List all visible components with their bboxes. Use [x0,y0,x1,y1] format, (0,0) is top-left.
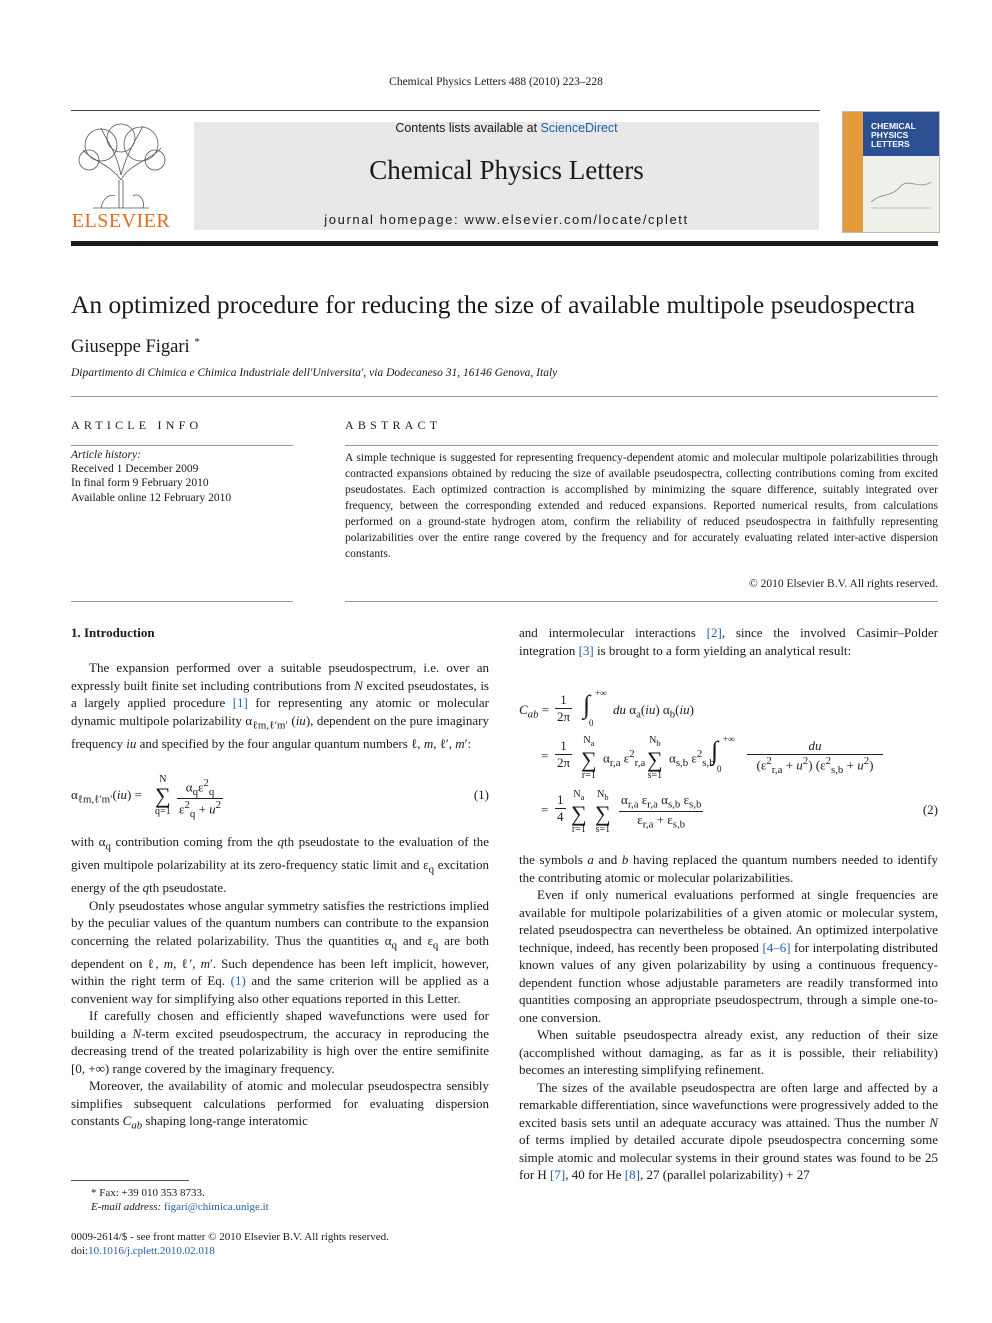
cover-strip [843,112,863,232]
intro-paragraph-1: The expansion performed over a suitable pseudospectrum, i.e. over an expressly built finite set including contributions from N excited pseudostates, is a largely applied procedure [1] for representing any atomic or molecular dynamic multipole polarizability $\alpha_{\ell m,\ell'm'}$ (iu), dependent on the pure imaginary frequency iu and specified by the four angular quantum numbers ℓ, m, ℓ′, m′: [71,660,489,751]
abstract-bottom-rule [345,601,938,602]
intro-paragraph-right-2: the symbols a and b having replaced the quantum numbers needed to identify the contributing atomic or molecular polarizabilities. Even if only numerical evaluations performed at single frequencies are available for multipole polarizabilities of a given atomic or molecular system, related pseudospectra can nevertheless be obtained. An optimized interpolative technique, indeed, has recently been proposed [4–6] for interpolating distributed known values of any given polarizability by using a continuous frequency-dependent function whose adjustable parameters are readily transformed into quantities composing an appropriate pseudospectrum, through a simple one-to-one conversion. When suitable pseudospectra already exist, any reduction of their size (accomplished without damaging, as far as it is possible, their reliability) becomes an interesting simplifying refinement. The sizes of the available pseudospectra are often large and affected by a remarkable differentiation, since wavefunctions were progressively added to the excited basis sets until an adequate accuracy was attained. Thus the number N of terms implied by detailed accurate dipole pseudospectra concerning some simple atomic and molecular systems in their ground states was found to be 25 for H [7], 40 for He [8], 27 (parallel polarizability) + 27 [519,852,938,1182]
footnote: * Fax: +39 010 353 8733. E-mail address: figari@chimica.unige.it [91,1187,269,1213]
elsevier-wordmark: ELSEVIER [71,210,171,232]
received-date: Received 1 December 2009 [71,463,199,476]
intro-paragraph-2: with $\alpha_q$ contribution coming from the qth pseudostate to the evaluation of the given multipole polarizability at its zero-frequency static limit and $\varepsilon_q$ excitation energy of the qth pseudostate. Only pseudostates whose angular symmetry satisfies the restrictions implied by the peculiar values of the quantum numbers can contribute to the expansion concerning the related polarizability. Thus the quantities $\alpha_q$ and $\varepsilon_q$ are both dependent on ℓ, m, ℓ′, m′. Such dependence has been left implicit, however, within the right term of Eq. (1) and the same criterion will be applied as a convenient way for simplifying also other equations reported in this Letter. If carefully chosen and efficiently shaped wavefunctions were used for building a N-term excited pseudospectrum, the accuracy in reproducing the decreasing trend of the treated polarizability is high over the entire semifinite [0, +∞) range covered by the imaginary frequency. Moreover, the availability of atomic and molecular pseudospectra sensibly simplifies subsequent calculations performed for evaluating dispersion constants $C_{ab}$ shaping long-range interatomic [71,834,490,1132]
abstract-copyright: © 2010 Elsevier B.V. All rights reserved. [749,578,938,590]
contents-line [194,121,819,135]
author-name[interactable]: Giuseppe Figari [71,337,190,358]
contents-prefix: Contents lists available at [395,121,541,135]
info-rule [71,445,293,446]
final-form-date: In final form 9 February 2010 [71,477,209,490]
author [71,336,200,358]
section-heading-introduction: 1. Introduction [71,625,155,640]
equation-2: $C_{ab}$ = $\frac{1}{2\pi}$ ∫ +∞ 0 du $\alpha_a(iu)$ $\alpha_b(iu)$ = $\frac{1}{2\pi}$ $N_a$ ∑ r=1 $\alpha_{r,a}$ $\varepsilon^2_{r,a}$ $N_b$ ∑ s=1 $\alpha_{s,b}$ $\varepsilon^2_{s,b}$ ∫ +∞ 0 $\frac{du}{(\varepsilon^2_{r,a} + u^2) (\varepsilon^2_{s,b} + u^2)}$ = $\frac{1}{4}$ $N_a$ ∑ r=1 $N_b$ ∑ s=1 $\frac{\alpha_{r,a} \varepsilon_{r,a} \alpha_{s,b} \varepsilon_{s,b}}{\varepsilon_{r,a} + \varepsilon_{s,b}}$ (2) [519,688,938,835]
doi-link[interactable]: 10.1016/j.cplett.2010.02.018 [88,1245,215,1257]
info-top-rule [71,396,938,397]
equation-2-number: (2) [922,802,938,817]
abstract-text: A simple technique is suggested for representing frequency-dependent atomic and molecular multipole polarizabilities through contracted expansions obtained by reducing the size of available pseudospectra, collecting contributions coming from excited pseudostates. Each optimized contraction is accomplished by minimizing the square difference, suitably integrated over frequency, between the corresponding extended and reduced expansions. Reported numerical results, from calculations performed on a ground-state hydrogen atom, confirm the reliability of reduced pseudospectra in faithfully representing polarizabilities over the entire range covered by the frequency and for accurately evaluating related inter-active dispersion constants. [345,452,938,560]
ref-2[interactable]: [2] [706,625,722,640]
affiliation: Dipartimento di Chimica e Chimica Industriale dell'Universita', via Dodecaneso 31, 16146 Genova, Italy [71,367,558,379]
footnote-fax: Fax: +39 010 353 8733. [99,1187,205,1199]
ref-3[interactable]: [3] [578,642,594,658]
eq-ref-1[interactable]: (1) [230,973,246,989]
sciencedirect-link[interactable]: ScienceDirect [540,121,618,135]
footnote-rule [71,1180,189,1181]
journal-cover [842,111,940,233]
journal-homepage [194,212,819,227]
abstract-rule [345,445,938,446]
ref-8[interactable]: [8] [624,1167,640,1182]
doi-label: doi: [71,1245,89,1257]
journal-title: Chemical Physics Letters [369,155,644,185]
cover-graphic [869,172,933,212]
issn-text: 0009-2614/$ - see front matter © 2010 Elsevier B.V. All rights reserved. [71,1231,389,1243]
header-thick-rule [71,241,938,246]
intro-paragraph-right-1: and intermolecular interactions [2], since the involved Casimir–Polder integration [3] is brought to a form yielding an analytical result: [519,625,938,658]
article-history [71,448,293,505]
ref-7[interactable]: [7] [550,1167,566,1182]
history-label: Article history: [71,449,141,461]
homepage-prefix: journal homepage: [324,212,465,227]
equation-1-number: (1) [473,787,489,802]
ref-1[interactable]: [1] [232,695,248,710]
article-title: An optimized procedure for reducing the size of available multipole pseudospectra [71,290,916,319]
email-label: E-mail address: [91,1201,164,1213]
homepage-url[interactable]: www.elsevier.com/locate/cplett [464,212,689,227]
info-bottom-rule [71,601,293,602]
abstract-heading: ABSTRACT [345,418,442,432]
online-date: Available online 12 February 2010 [71,491,232,504]
author-footnote-mark[interactable]: * [194,336,200,348]
ref-4-6[interactable]: [4–6] [762,939,791,955]
cover-title: CHEMICAL PHYSICS LETTERS [871,121,916,149]
issn-line [71,1230,489,1258]
equation-1: $\alpha_{\ell m,\ell'm'}(iu)$ = N ∑ q=1 $\alpha_q\varepsilon^2_q$ $\varepsilon^2_q + u^2$ (1) [71,774,489,820]
journal-reference: Chemical Physics Letters 488 (2010) 223–228 [389,76,603,88]
header-rule [71,110,820,111]
article-info-heading: ARTICLE INFO [71,418,203,432]
author-email-link[interactable]: figari@chimica.unige.it [163,1201,269,1213]
